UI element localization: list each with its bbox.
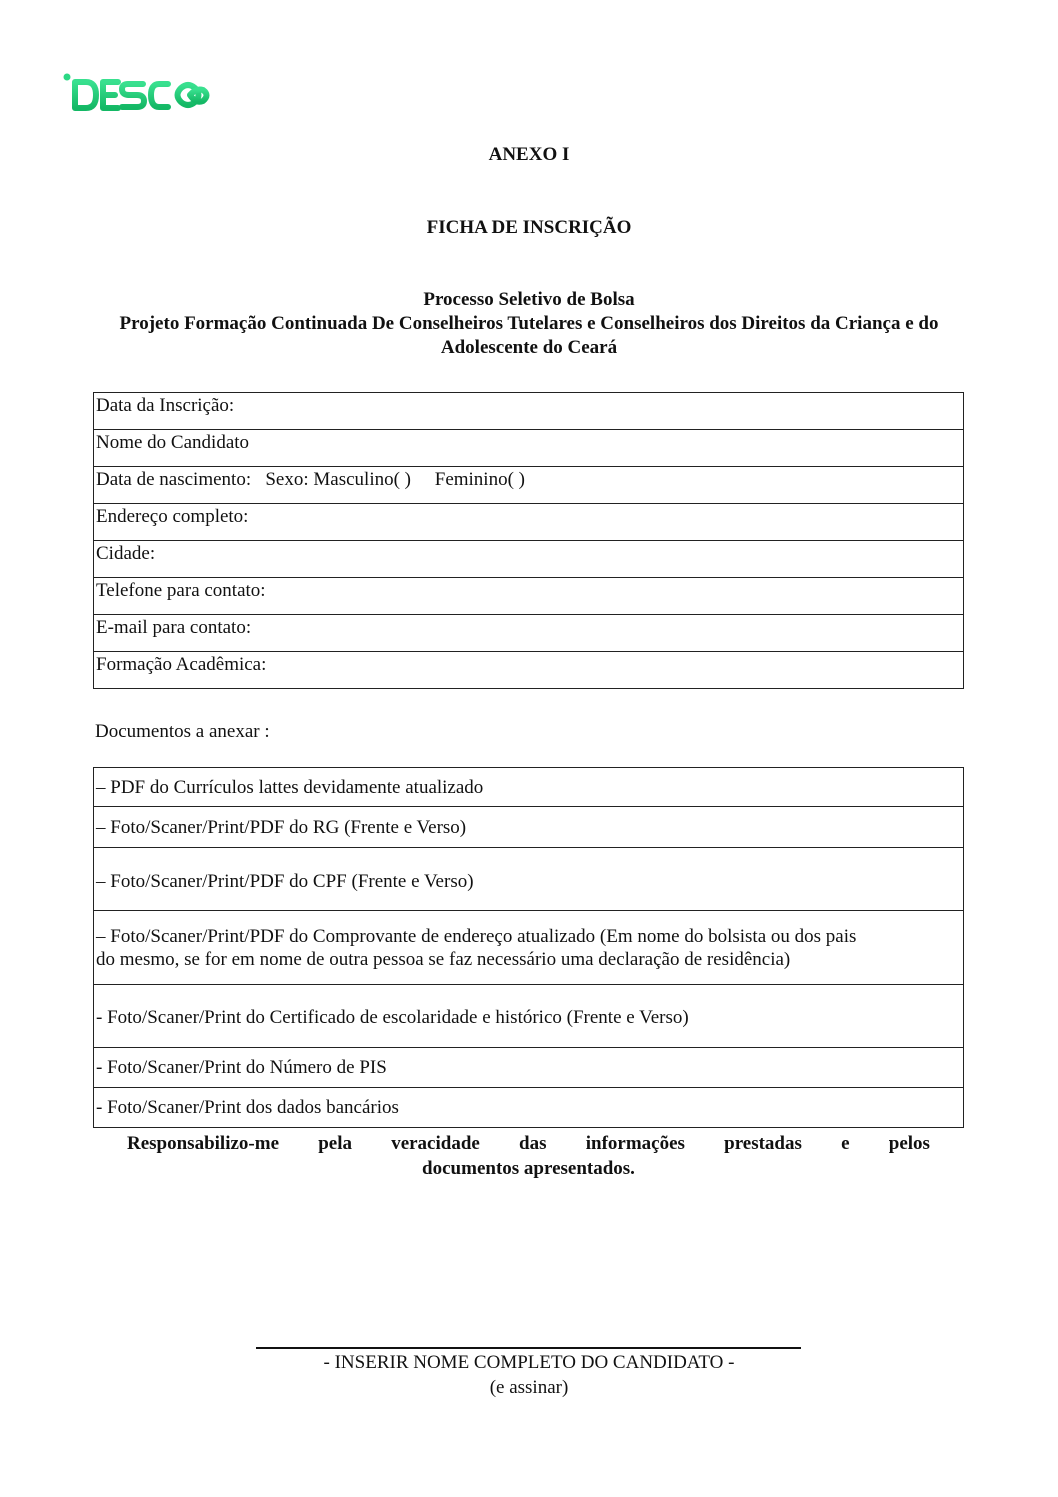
document-item: - Foto/Scaner/Print dos dados bancários — [94, 1088, 964, 1128]
registration-form-table — [93, 392, 964, 689]
document-row — [94, 1048, 964, 1088]
document-row — [94, 768, 964, 807]
document-row — [94, 848, 964, 911]
declaration — [127, 1131, 930, 1181]
process-title: Processo Seletivo de Bolsa — [423, 289, 635, 310]
document-item: - Foto/Scaner/Print do Certificado de escolaridade e histórico (Frente e Verso) — [94, 985, 964, 1048]
declaration-word: informações — [585, 1133, 685, 1154]
project-title-line1: Projeto Formação Continuada De Conselheiros Tutelares e Conselheiros dos Direitos da Criança e do — [119, 313, 939, 334]
project-title-line2: Adolescente do Ceará — [440, 337, 618, 358]
field-birthdate-sex[interactable]: Data de nascimento: Sexo: Masculino( ) Feminino( ) — [94, 467, 964, 504]
declaration-line2: documentos apresentados. — [422, 1158, 635, 1179]
declaration-word: pelos — [888, 1133, 930, 1154]
form-row — [94, 504, 964, 541]
form-row — [94, 541, 964, 578]
idesco-logo-graphic — [62, 68, 214, 114]
document-item: – Foto/Scaner/Print/PDF do CPF (Frente e Verso) — [94, 848, 964, 911]
field-phone[interactable]: Telefone para contato: — [94, 578, 964, 615]
form-row — [94, 578, 964, 615]
documents-table — [93, 767, 964, 1128]
form-row — [94, 393, 964, 430]
signature-instruction: (e assinar) — [489, 1377, 569, 1398]
declaration-word: das — [519, 1133, 547, 1154]
document-item: - Foto/Scaner/Print do Número de PIS — [94, 1048, 964, 1088]
signature-line[interactable] — [256, 1347, 801, 1349]
field-email[interactable]: E-mail para contato: — [94, 615, 964, 652]
annex-title: ANEXO I — [488, 144, 570, 165]
declaration-word: pela — [318, 1133, 352, 1154]
document-row — [94, 807, 964, 848]
document-item-line: do mesmo, se for em nome de outra pessoa se faz necessário uma declaração de residência) — [96, 949, 791, 970]
document-item: – PDF do Currículos lattes devidamente atualizado — [94, 768, 964, 807]
form-row — [94, 467, 964, 504]
field-academic-background[interactable]: Formação Acadêmica: — [94, 652, 964, 689]
field-candidate-name[interactable]: Nome do Candidato — [94, 430, 964, 467]
declaration-word: Responsabilizo-me — [127, 1133, 279, 1154]
field-full-address[interactable]: Endereço completo: — [94, 504, 964, 541]
idesco-logo — [62, 68, 214, 114]
form-title: FICHA DE INSCRIÇÃO — [426, 217, 632, 238]
document-row — [94, 911, 964, 985]
signature-name-placeholder: - INSERIR NOME COMPLETO DO CANDIDATO - — [323, 1352, 735, 1373]
declaration-word: veracidade — [391, 1133, 480, 1154]
documents-label: Documentos a anexar : — [95, 721, 270, 742]
declaration-word: e — [841, 1133, 850, 1154]
document-row — [94, 1088, 964, 1128]
form-row — [94, 652, 964, 689]
document-item-multiline — [94, 911, 964, 985]
declaration-word: prestadas — [724, 1133, 802, 1154]
field-registration-date[interactable]: Data da Inscrição: — [94, 393, 964, 430]
field-city[interactable]: Cidade: — [94, 541, 964, 578]
document-item-line: – Foto/Scaner/Print/PDF do Comprovante de endereço atualizado (Em nome do bolsista ou dos pais — [96, 926, 857, 947]
declaration-line1 — [127, 1131, 930, 1156]
document-row — [94, 985, 964, 1048]
form-row — [94, 430, 964, 467]
form-row — [94, 615, 964, 652]
document-item: – Foto/Scaner/Print/PDF do RG (Frente e Verso) — [94, 807, 964, 848]
subtitle-block — [40, 288, 1018, 360]
